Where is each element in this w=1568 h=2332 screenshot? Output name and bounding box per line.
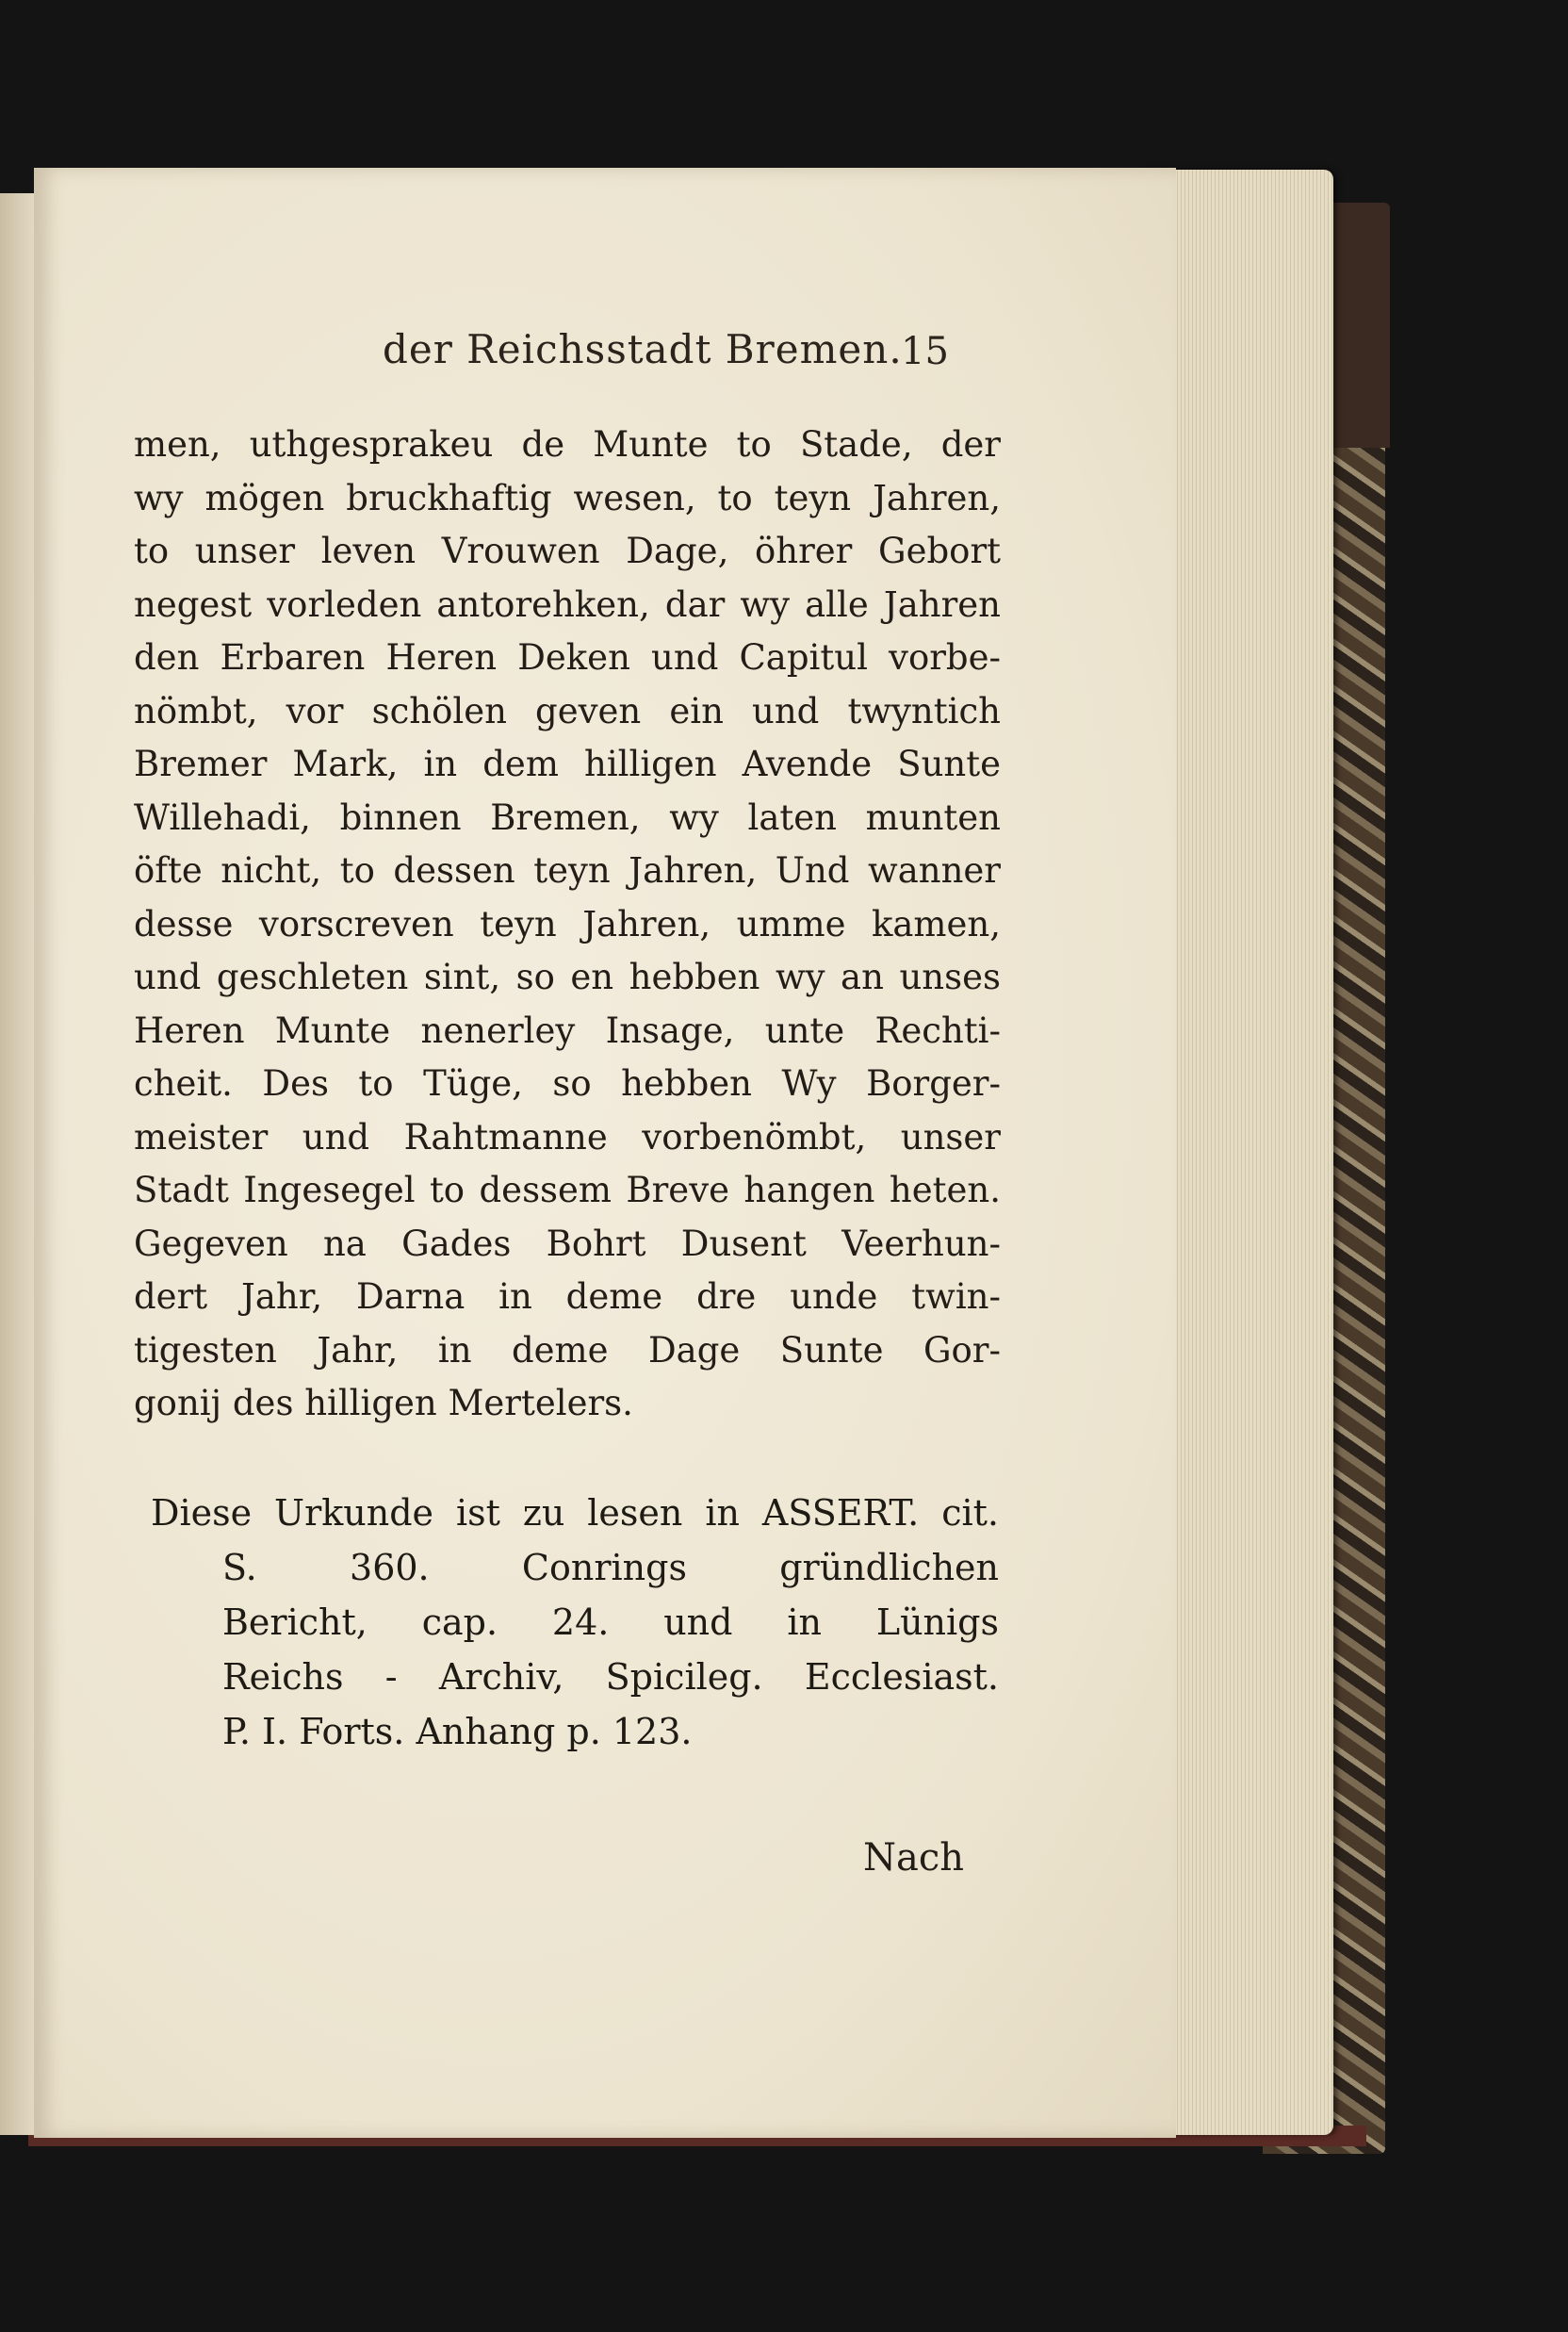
text-line: Stadt Ingesegel to dessem Breve hangen heten. <box>134 1170 1001 1210</box>
text-line: öfte nicht, to dessen teyn Jahren, Und wanner <box>134 850 1001 891</box>
text-line: gonij des hilligen Mertelers. <box>134 1383 633 1423</box>
text-line: negest vorleden antorehken, dar wy alle Jahren <box>134 583 1001 625</box>
note-line: P. I. Forts. Anhang p. 123. <box>222 1711 693 1752</box>
text-line: den Erbaren Heren Deken und Capitul vorbe- <box>134 637 1001 678</box>
running-head <box>34 326 1176 383</box>
text-line: Bremer Mark, in dem hilligen Avende Sunte <box>134 744 1001 784</box>
text-line: Gegeven na Gades Bohrt Dusent Veerhun- <box>134 1223 1001 1264</box>
text-line: Heren Munte nenerley Insage, unte Rechti- <box>134 1010 1001 1051</box>
text-line: Willehadi, binnen Bremen, wy laten munten <box>134 796 1001 838</box>
running-head-title: der Reichsstadt Bremen. <box>383 326 903 372</box>
text-line: wy mögen bruckhaftig wesen, to teyn Jahren, <box>134 477 1001 518</box>
text-line: dert Jahr, Darna in deme dre unde twin- <box>134 1276 1001 1317</box>
text-line: to unser leven Vrouwen Dage, öhrer Gebort <box>134 531 1001 571</box>
source-note <box>151 1486 999 1759</box>
text-line: cheit. Des to Tüge, so hebben Wy Borger- <box>134 1063 1001 1104</box>
book-page <box>34 168 1176 2138</box>
body-text <box>134 419 1001 1431</box>
text-line: tigesten Jahr, in deme Dage Sunte Gor- <box>134 1329 1001 1371</box>
note-line: Reichs - Archiv, Spicileg. Ecclesiast. <box>222 1656 999 1698</box>
note-line: Bericht, cap. 24. und in Lünigs <box>222 1601 999 1643</box>
text-line: und geschleten sint, so en hebben wy an unses <box>134 957 1001 997</box>
text-line: desse vorscreven teyn Jahren, umme kamen, <box>134 903 1001 944</box>
page-number: 15 <box>901 330 949 373</box>
note-line: Diese Urkunde ist zu lesen in ASSERT. cit. <box>151 1492 999 1534</box>
text-line: men, uthgesprakeu de Munte to Stade, der <box>134 424 1001 465</box>
note-line: S. 360. Conrings gründlichen <box>222 1547 999 1588</box>
catchword: Nach <box>863 1836 965 1880</box>
text-line: nömbt, vor schölen geven ein und twyntich <box>134 690 1001 731</box>
text-line: meister und Rahtmanne vorbenömbt, unser <box>134 1116 1001 1158</box>
